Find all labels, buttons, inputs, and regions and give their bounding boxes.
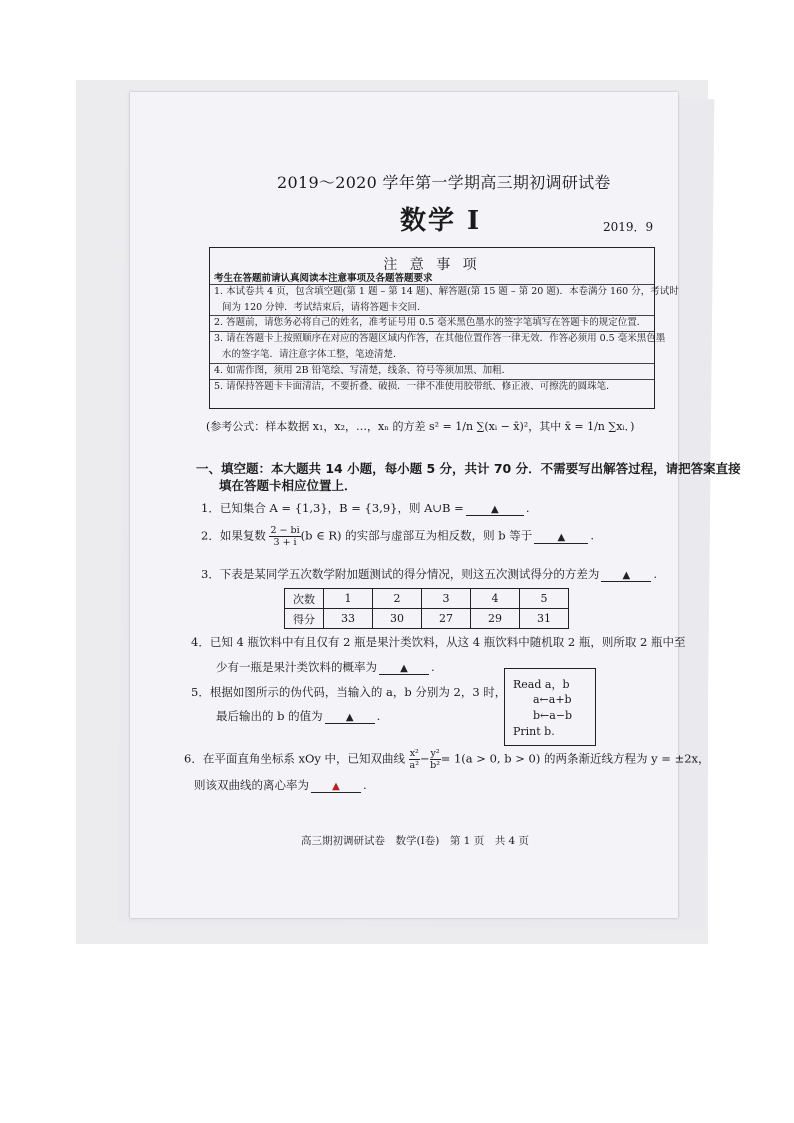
notice-title: 注 意 事 项 bbox=[383, 257, 481, 273]
period: . bbox=[431, 660, 435, 674]
question-text: 4．已知 4 瓶饮料中有且仅有 2 瓶是果汁类饮料，从这 4 瓶饮料中随机取 2 瓶，则所取 2 瓶中至 bbox=[191, 635, 686, 649]
page-footer: 高三期初调研试卷 数学(I卷) 第 1 页 共 4 页 bbox=[301, 835, 530, 847]
notice-item: 5. 请保持答题卡卡面清洁，不要折叠、破损．一律不准使用胶带纸、修正液、可擦洗的圆珠笔． bbox=[214, 381, 616, 392]
question-text: = 1(a > 0, b > 0) 的两条渐近线方程为 y = ±2x， bbox=[440, 751, 710, 766]
question-4-cont bbox=[216, 659, 435, 675]
notice-item: 2. 答题前，请您务必将自己的姓名，准考证号用 0.5 毫米黑色墨水的签字笔填写在答题卡的规定位置． bbox=[214, 317, 647, 328]
table-cell: 4 bbox=[471, 589, 520, 609]
question-1 bbox=[201, 500, 529, 516]
score-table bbox=[284, 588, 569, 629]
answer-mark: ▲ bbox=[400, 663, 408, 674]
question-text: (b ∈ R) 的实部与虚部互为相反数，则 b 等于 bbox=[300, 528, 533, 543]
question-text: 最后输出的 b 的值为 bbox=[216, 709, 323, 723]
table-cell: 30 bbox=[373, 609, 422, 629]
table-cell: 次数 bbox=[285, 589, 324, 609]
question-text: 少有一瓶是果汁类饮料的概率为 bbox=[216, 660, 377, 674]
answer-blank bbox=[534, 529, 588, 544]
table-cell: 2 bbox=[373, 589, 422, 609]
code-line: Print b. bbox=[513, 725, 555, 738]
fraction bbox=[269, 525, 300, 548]
table-cell: 33 bbox=[324, 609, 373, 629]
section-title-cont: 填在答题卡相应位置上． bbox=[219, 478, 357, 493]
notice-item: 4. 如需作图，须用 2B 铅笔绘、写清楚，线条、符号等须加黑、加粗． bbox=[214, 365, 512, 376]
table-cell: 得分 bbox=[285, 609, 324, 629]
answer-mark: ▲ bbox=[345, 712, 354, 723]
answer-blank bbox=[325, 709, 375, 724]
question-text: 6．在平面直角坐标系 xOy 中，已知双曲线 bbox=[184, 751, 406, 766]
table-cell: 1 bbox=[324, 589, 373, 609]
table-cell: 5 bbox=[520, 589, 569, 609]
fraction-denominator: 3 + i bbox=[273, 537, 297, 548]
notice-box bbox=[209, 247, 679, 409]
period: . bbox=[590, 528, 594, 543]
fraction-numerator: y² bbox=[430, 748, 440, 759]
answer-blank bbox=[466, 501, 524, 516]
answer-mark: ▲ bbox=[622, 570, 631, 581]
reference-formula: (参考公式：样本数据 x₁，x₂，…，xₙ 的方差 s² = 1/n ∑(xᵢ − x̄)²，其中 x̄ = 1/n ∑xᵢ．) bbox=[206, 420, 635, 433]
notice-item: 间为 120 分钟．考试结束后，请将答题卡交回． bbox=[222, 302, 427, 313]
question-3 bbox=[201, 566, 657, 582]
table-row bbox=[285, 589, 569, 609]
fraction-numerator: 2 − bi bbox=[270, 525, 300, 536]
code-line: a←a+b bbox=[533, 693, 572, 706]
answer-mark: ▲ bbox=[557, 531, 566, 543]
fraction-denominator: b² bbox=[430, 760, 441, 771]
fraction-numerator: x² bbox=[409, 748, 419, 759]
pseudocode-box bbox=[504, 668, 596, 746]
answer-blank bbox=[379, 660, 429, 675]
question-6-cont bbox=[194, 777, 367, 793]
question-text: 则该双曲线的离心率为 bbox=[194, 778, 309, 792]
section-title: 一、填空题：本大题共 14 小题，每小题 5 分，共计 70 分．不需要写出解答过程，请把答案直接 bbox=[196, 461, 741, 476]
table-cell: 31 bbox=[520, 609, 569, 629]
notice-item: 1. 本试卷共 4 页，包含填空题(第 1 题 – 第 14 题)、解答题(第 15 题 – 第 20 题)．本卷满分 160 分，考试时 bbox=[214, 286, 679, 297]
code-line: b←a−b bbox=[533, 709, 573, 722]
notice-heading: 考生在答题前请认真阅读本注意事项及各题答题要求 bbox=[214, 273, 433, 284]
table-cell: 29 bbox=[471, 609, 520, 629]
answer-blank bbox=[601, 567, 651, 582]
table-cell: 3 bbox=[422, 589, 471, 609]
question-2 bbox=[201, 525, 594, 548]
exam-title: 2019～2020 学年第一学期高三期初调研试卷 bbox=[277, 173, 611, 192]
question-5-cont bbox=[216, 708, 380, 724]
exam-date: 2019．9 bbox=[603, 220, 654, 234]
period: . bbox=[653, 567, 657, 581]
period: . bbox=[525, 501, 530, 515]
answer-mark: ▲ bbox=[332, 781, 340, 792]
question-text: 1．已知集合 A = {1,3}，B = {3,9}，则 A∪B = bbox=[201, 501, 464, 515]
notice-item: 3. 请在答题卡上按照顺序在对应的答题区域内作答，在其他位置作答一律无效．作答必须用 0.5 毫米黑色墨 bbox=[214, 333, 666, 344]
fraction bbox=[430, 748, 441, 771]
period: . bbox=[376, 709, 381, 723]
period: . bbox=[363, 778, 367, 792]
fraction-denominator: a² bbox=[409, 760, 420, 771]
question-text: 2．如果复数 bbox=[201, 528, 266, 543]
answer-mark: ▲ bbox=[490, 504, 499, 515]
code-line: Read a，b bbox=[513, 678, 570, 691]
answer-blank bbox=[311, 778, 361, 793]
table-row bbox=[285, 609, 569, 629]
fraction bbox=[409, 748, 420, 771]
question-6: 6．在平面直角坐标系 xOy 中，已知双曲线 $\frac{\text{x²}}{\text{a²}}$ − $\frac{\text{y²}}{\text{b²}}$ = 1(a > 0, b > 0) 的两条渐近线方程为 y = ±2x， bbox=[184, 748, 710, 771]
question-text: 3．下表是某同学五次数学附加题测试的得分情况，则这五次测试得分的方差为 bbox=[201, 567, 600, 581]
question-5 bbox=[191, 684, 506, 700]
subject-title: 数学 I bbox=[400, 206, 482, 236]
question-text: 5．根据如图所示的伪代码，当输入的 a，b 分别为 2，3 时， bbox=[191, 685, 507, 699]
notice-item: 水的签字笔．请注意字体工整，笔迹清楚． bbox=[222, 349, 403, 360]
table-cell: 27 bbox=[422, 609, 471, 629]
question-4 bbox=[191, 634, 685, 650]
